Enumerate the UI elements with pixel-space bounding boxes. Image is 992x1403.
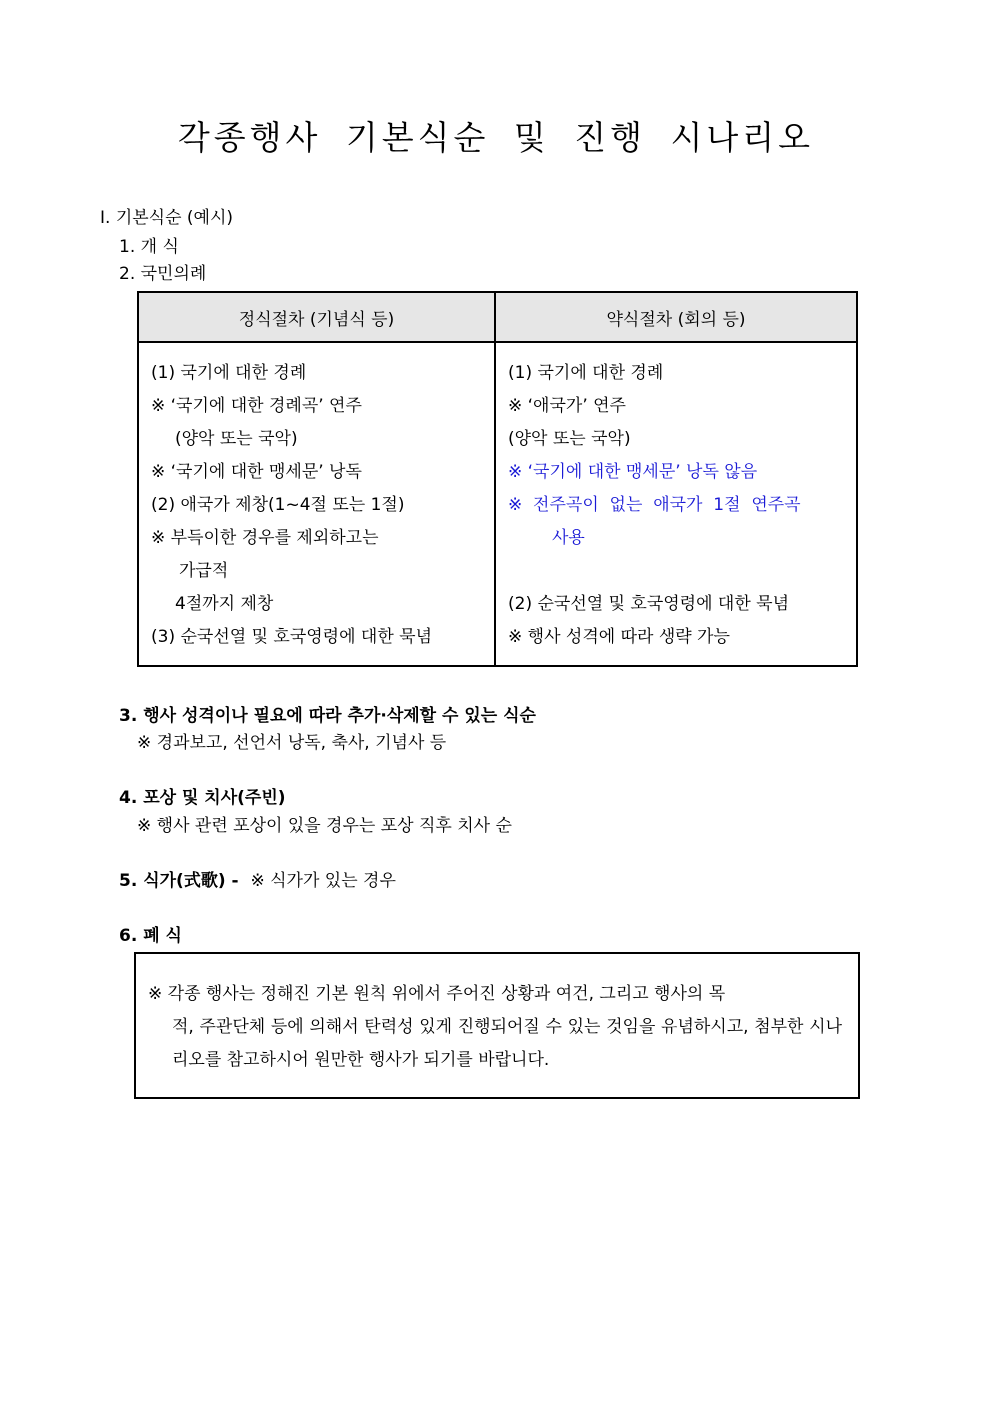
simple-procedure-header: 약식절차 (회의 등) [495, 292, 857, 342]
section-heading: Ⅰ. 기본식순 (예시) [100, 208, 234, 228]
formal-line: 가급적 [179, 561, 229, 581]
formal-line: (2) 애국가 제창(1~4절 또는 1절) [151, 495, 405, 515]
item5-note: ※ 식가가 있는 경우 [250, 871, 396, 891]
notice-text [148, 978, 842, 1077]
simple-line: (양악 또는 국악) [508, 429, 631, 449]
formal-procedure-cell [138, 342, 495, 666]
item-national-ceremony: 2. 국민의례 [119, 264, 207, 284]
item6-heading: 6. 폐 식 [119, 926, 182, 946]
item-opening: 1. 개 식 [119, 237, 179, 257]
formal-procedure-header: 정식절차 (기념식 등) [138, 292, 495, 342]
simple-procedure-cell [495, 342, 857, 666]
simple-line-highlight: 사용 [552, 528, 585, 548]
document-title: 각종행사 기본식순 및 진행 시나리오 [177, 118, 815, 157]
ceremony-procedure-table [137, 291, 858, 667]
formal-line: 4절까지 제창 [175, 594, 274, 614]
simple-line: (1) 국기에 대한 경례 [508, 363, 664, 383]
notice-line-1: ※ 각종 행사는 정해진 기본 원칙 위에서 주어진 상황과 여건, 그리고 행사의 목 [148, 984, 726, 1004]
formal-line: (3) 순국선열 및 호국영령에 대한 묵념 [151, 627, 433, 647]
simple-line: ※ 행사 성격에 따라 생략 가능 [508, 627, 730, 647]
simple-line: (2) 순국선열 및 호국영령에 대한 묵념 [508, 594, 790, 614]
item4-heading: 4. 포상 및 치사(주빈) [119, 788, 286, 808]
item5-line [119, 866, 396, 891]
formal-line: ※ ‘국기에 대한 맹세문’ 낭독 [151, 462, 362, 482]
notice-box [134, 952, 860, 1099]
simple-line-empty [508, 556, 846, 589]
item5-heading: 5. 식가(式歌) - [119, 871, 245, 891]
simple-line-highlight: ※ ‘국기에 대한 맹세문’ 낭독 않음 [508, 462, 758, 482]
notice-line-rest: 적, 주관단체 등에 의해서 탄력성 있게 진행되어질 수 있는 것임을 유념하시고, 첨부한 시나리오를 참고하시어 원만한 행사가 되기를 바랍니다. [172, 1017, 842, 1070]
item3-note: ※ 경과보고, 선언서 낭독, 축사, 기념사 등 [137, 733, 447, 753]
item3-heading: 3. 행사 성격이나 필요에 따라 추가·삭제할 수 있는 식순 [119, 706, 536, 726]
formal-line: ※ ‘국기에 대한 경례곡’ 연주 [151, 396, 362, 416]
simple-line-highlight: ※ 전주곡이 없는 애국가 1절 연주곡 [508, 495, 801, 515]
item4-note: ※ 행사 관련 포상이 있을 경우는 포상 직후 치사 순 [137, 816, 512, 836]
simple-line: ※ ‘애국가’ 연주 [508, 396, 626, 416]
formal-line: (양악 또는 국악) [175, 429, 298, 449]
formal-line: ※ 부득이한 경우를 제외하고는 [151, 528, 379, 548]
formal-line: (1) 국기에 대한 경례 [151, 363, 307, 383]
